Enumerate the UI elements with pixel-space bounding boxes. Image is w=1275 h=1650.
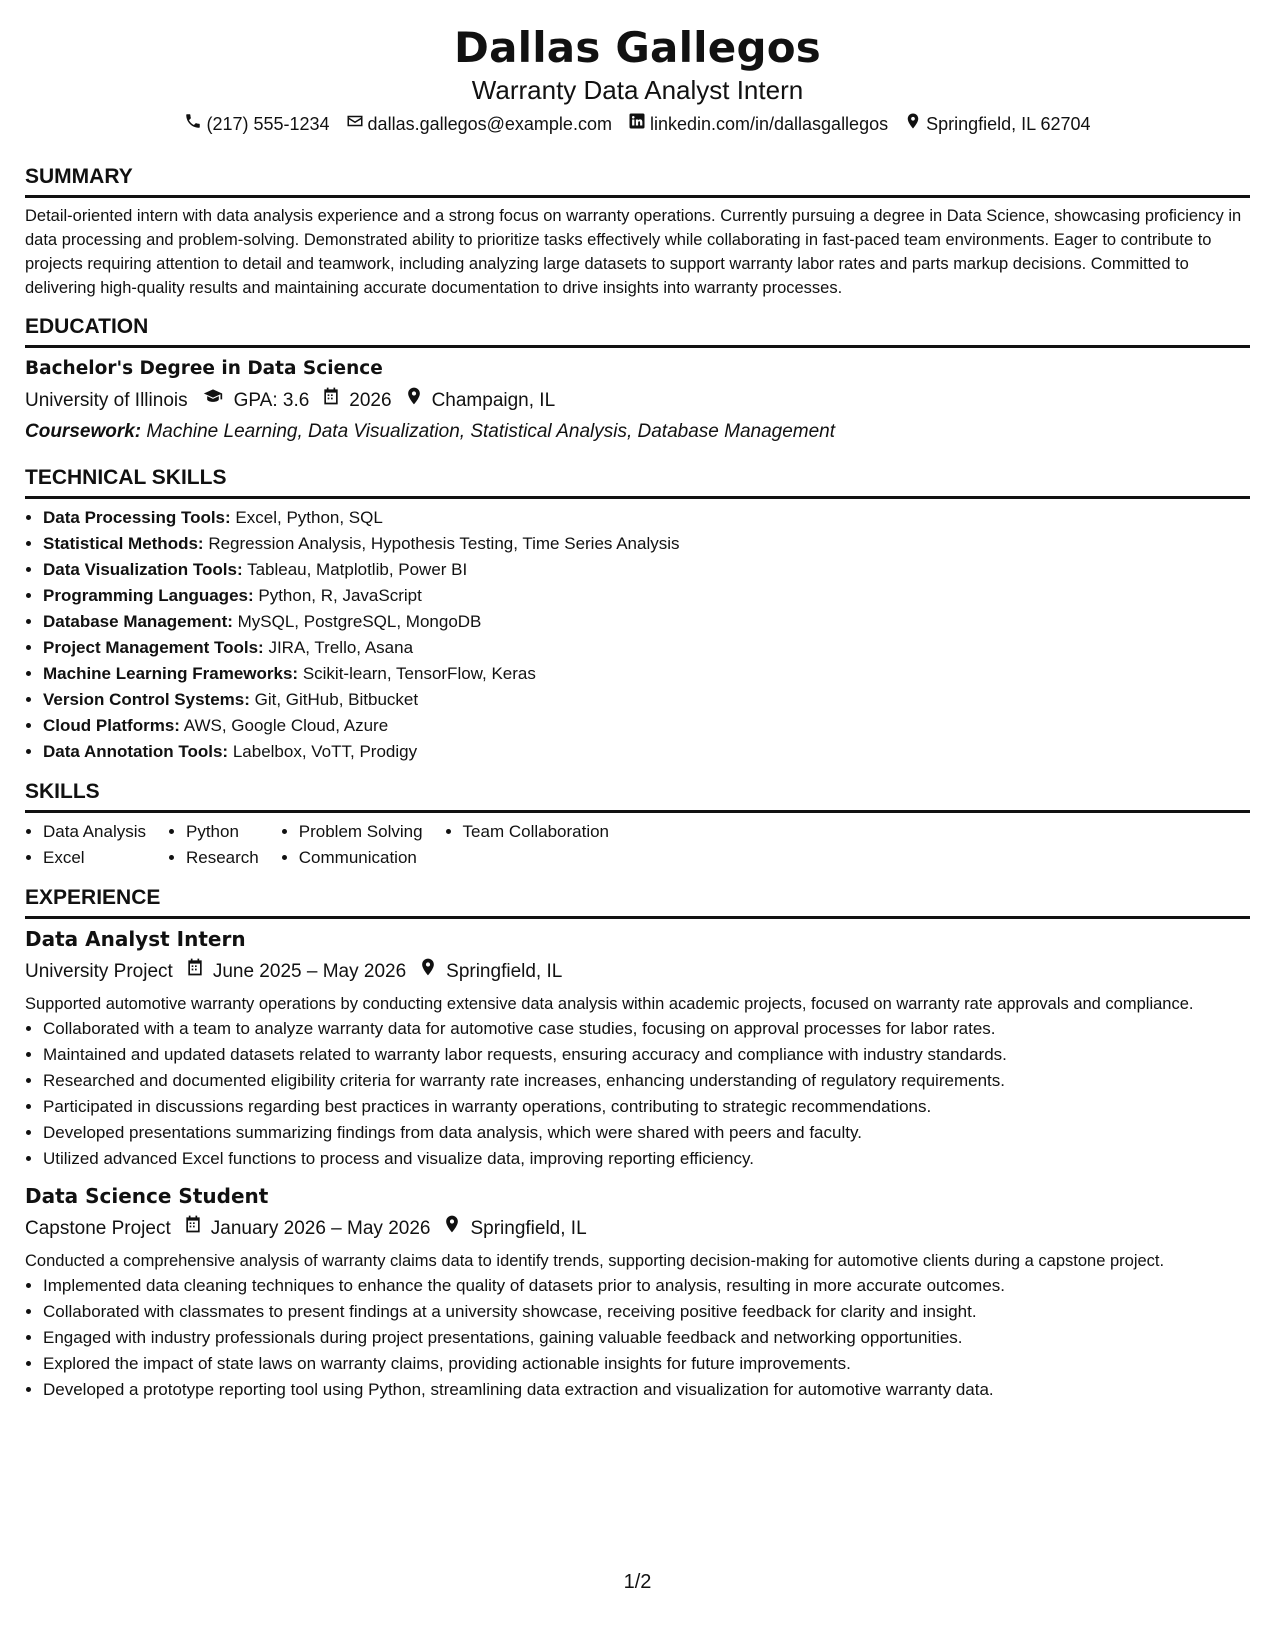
degree-title: Bachelor's Degree in Data Science — [25, 358, 383, 379]
skill-category-value: JIRA, Trello, Asana — [268, 638, 414, 657]
list-item: • Participated in discussions regarding best practices in warranty operations, contributing to strategic recommendations. — [43, 1094, 1250, 1120]
contact-row — [25, 112, 1250, 136]
list-item: • Utilized advanced Excel functions to process and visualize data, improving reporting efficiency. — [43, 1146, 1250, 1172]
skill-category-value: Regression Analysis, Hypothesis Testing, Time Series Analysis — [208, 534, 680, 553]
job-bullet-list — [25, 1016, 1250, 1172]
summary-text: Detail-oriented intern with data analysis experience and a strong focus on warranty operations. Currently pursuing a degree in Data Science, showcasing proficiency in data processing and problem-solving. Demonstrated ability to prioritize tasks effectively while collaborating in fast-paced team environments. Eager to contribute to projects requiring attention to detail and teamwork, including analyzing large datasets to support warranty labor rates and parts markup decisions. Committed to delivering high-quality results and maintaining accurate documentation to drive insights into warranty processes. — [25, 207, 1242, 297]
job-title: Data Science Student — [25, 1184, 269, 1208]
skill-category-label: Version Control Systems: — [43, 690, 250, 709]
skill-category-label: Machine Learning Frameworks: — [43, 664, 299, 683]
linkedin-icon — [628, 112, 646, 136]
list-item — [43, 635, 1250, 661]
contact-email[interactable] — [346, 112, 612, 136]
list-item: • Collaborated with a team to analyze warranty data for automotive case studies, focusing on approval processes for labor rates. — [43, 1016, 1250, 1042]
skill-category-label: Database Management: — [43, 612, 233, 631]
skill-category-value: Labelbox, VoTT, Prodigy — [232, 742, 418, 761]
job-dates: January 2026 – May 2026 — [210, 1217, 431, 1239]
job-org: University Project — [25, 960, 173, 982]
skill-category-label: Cloud Platforms: — [43, 716, 180, 735]
contact-location — [904, 112, 1090, 136]
skill-category-label: Project Management Tools: — [43, 638, 264, 657]
skill-item: • Team Collaboration — [463, 819, 609, 845]
candidate-name: Dallas Gallegos — [454, 23, 821, 72]
map-pin-icon — [418, 957, 446, 986]
skill-item: • Data Analysis — [43, 819, 146, 845]
map-pin-icon — [404, 386, 432, 415]
list-item — [43, 713, 1250, 739]
contact-phone — [184, 112, 329, 136]
coursework-line — [25, 419, 1250, 445]
experience-section — [25, 885, 1250, 1403]
skill-category-label: Data Visualization Tools: — [43, 560, 243, 579]
calendar-icon — [185, 957, 213, 986]
list-item — [43, 557, 1250, 583]
list-item: • Maintained and updated datasets related to warranty labor requests, ensuring accuracy and compliance with industry standards. — [43, 1042, 1250, 1068]
summary-heading: SUMMARY — [25, 164, 1250, 198]
list-item — [43, 661, 1250, 687]
job-location: Springfield, IL — [446, 960, 563, 982]
list-item: • Implemented data cleaning techniques to enhance the quality of datasets prior to analysis, resulting in more accurate outcomes. — [43, 1273, 1250, 1299]
skill-category-value: AWS, Google Cloud, Azure — [183, 716, 389, 735]
skills-column — [25, 819, 146, 871]
skill-category-value: Excel, Python, SQL — [235, 508, 383, 527]
skill-category-value: MySQL, PostgreSQL, MongoDB — [237, 612, 482, 631]
list-item: • Developed presentations summarizing findings from data analysis, which were shared with peers and faculty. — [43, 1120, 1250, 1146]
job-org: Capstone Project — [25, 1217, 171, 1239]
skills-column — [445, 819, 609, 871]
school-name: University of Illinois — [25, 389, 188, 411]
job-dates: June 2025 – May 2026 — [212, 960, 407, 982]
list-item: • Explored the impact of state laws on warranty claims, providing actionable insights for future improvements. — [43, 1351, 1250, 1377]
candidate-role: Warranty Data Analyst Intern — [471, 75, 804, 105]
job-meta — [25, 1214, 1250, 1243]
linkedin-text[interactable]: linkedin.com/in/dallasgallegos — [649, 114, 889, 134]
skills-column — [281, 819, 423, 871]
skill-item: • Problem Solving — [299, 819, 423, 845]
calendar-icon — [183, 1214, 211, 1243]
job-title: Data Analyst Intern — [25, 927, 246, 951]
job-entry — [25, 925, 1250, 1172]
skill-category-value: Tableau, Matplotlib, Power BI — [247, 560, 468, 579]
skill-item: • Research — [186, 845, 259, 871]
phone-text: (217) 555-1234 — [206, 114, 330, 134]
skill-category-label: Statistical Methods: — [43, 534, 204, 553]
skill-item: • Excel — [43, 845, 146, 871]
list-item — [43, 505, 1250, 531]
list-item — [43, 583, 1250, 609]
job-meta — [25, 957, 1250, 986]
job-bullet-list — [25, 1273, 1250, 1403]
skills-section — [25, 779, 1250, 871]
graduation-cap-icon — [200, 386, 234, 415]
list-item — [43, 609, 1250, 635]
skill-category-label: Data Annotation Tools: — [43, 742, 229, 761]
page-number: 1/2 — [623, 1571, 652, 1593]
skill-category-value: Python, R, JavaScript — [258, 586, 422, 605]
email-icon — [346, 112, 364, 136]
list-item: • Engaged with industry professionals during project presentations, gaining valuable feedback and networking opportunities. — [43, 1325, 1250, 1351]
school-location: Champaign, IL — [431, 389, 556, 411]
education-section — [25, 314, 1250, 445]
email-text[interactable]: dallas.gallegos@example.com — [367, 114, 612, 134]
gpa-text: GPA: 3.6 — [233, 389, 310, 411]
summary-section — [25, 164, 1250, 300]
list-item: • Collaborated with classmates to present findings at a university showcase, receiving positive feedback for clarity and insight. — [43, 1299, 1250, 1325]
technical-skills-section — [25, 465, 1250, 765]
skills-grid — [25, 819, 1250, 871]
skill-item: • Python — [186, 819, 259, 845]
skill-category-value: Scikit-learn, TensorFlow, Keras — [302, 664, 536, 683]
skills-column — [168, 819, 259, 871]
job-description: Supported automotive warranty operations by conducting extensive data analysis within academic projects, focused on warranty rate approvals and compliance. — [25, 995, 1194, 1013]
coursework-list: Machine Learning, Data Visualization, Statistical Analysis, Database Management — [146, 421, 836, 442]
list-item — [43, 531, 1250, 557]
calendar-icon — [321, 386, 349, 415]
graduation-year: 2026 — [349, 389, 392, 411]
experience-heading: EXPERIENCE — [25, 885, 1250, 919]
skill-item: • Communication — [299, 845, 423, 871]
job-description: Conducted a comprehensive analysis of warranty claims data to identify trends, supporting decision-making for automotive clients during a capstone project. — [25, 1252, 1165, 1270]
map-pin-icon — [442, 1214, 470, 1243]
technical-skills-list — [25, 505, 1250, 765]
map-pin-icon — [904, 112, 922, 136]
education-heading: EDUCATION — [25, 314, 1250, 348]
technical-skills-heading: TECHNICAL SKILLS — [25, 465, 1250, 499]
skills-heading: SKILLS — [25, 779, 1250, 813]
contact-linkedin[interactable] — [628, 112, 888, 136]
location-text: Springfield, IL 62704 — [926, 114, 1091, 134]
job-entry — [25, 1182, 1250, 1403]
resume-page — [25, 0, 1250, 1403]
list-item — [43, 687, 1250, 713]
phone-icon — [184, 112, 202, 136]
job-location: Springfield, IL — [470, 1217, 587, 1239]
list-item: • Researched and documented eligibility criteria for warranty rate increases, enhancing understanding of regulatory requirements. — [43, 1068, 1250, 1094]
education-meta — [25, 386, 1250, 415]
list-item — [43, 739, 1250, 765]
coursework-label: Coursework: — [25, 421, 142, 442]
skill-category-value: Git, GitHub, Bitbucket — [254, 690, 419, 709]
resume-header — [25, 0, 1250, 136]
skill-category-label: Programming Languages: — [43, 586, 254, 605]
list-item: • Developed a prototype reporting tool using Python, streamlining data extraction and visualization for automotive warranty data. — [43, 1377, 1250, 1403]
skill-category-label: Data Processing Tools: — [43, 508, 231, 527]
